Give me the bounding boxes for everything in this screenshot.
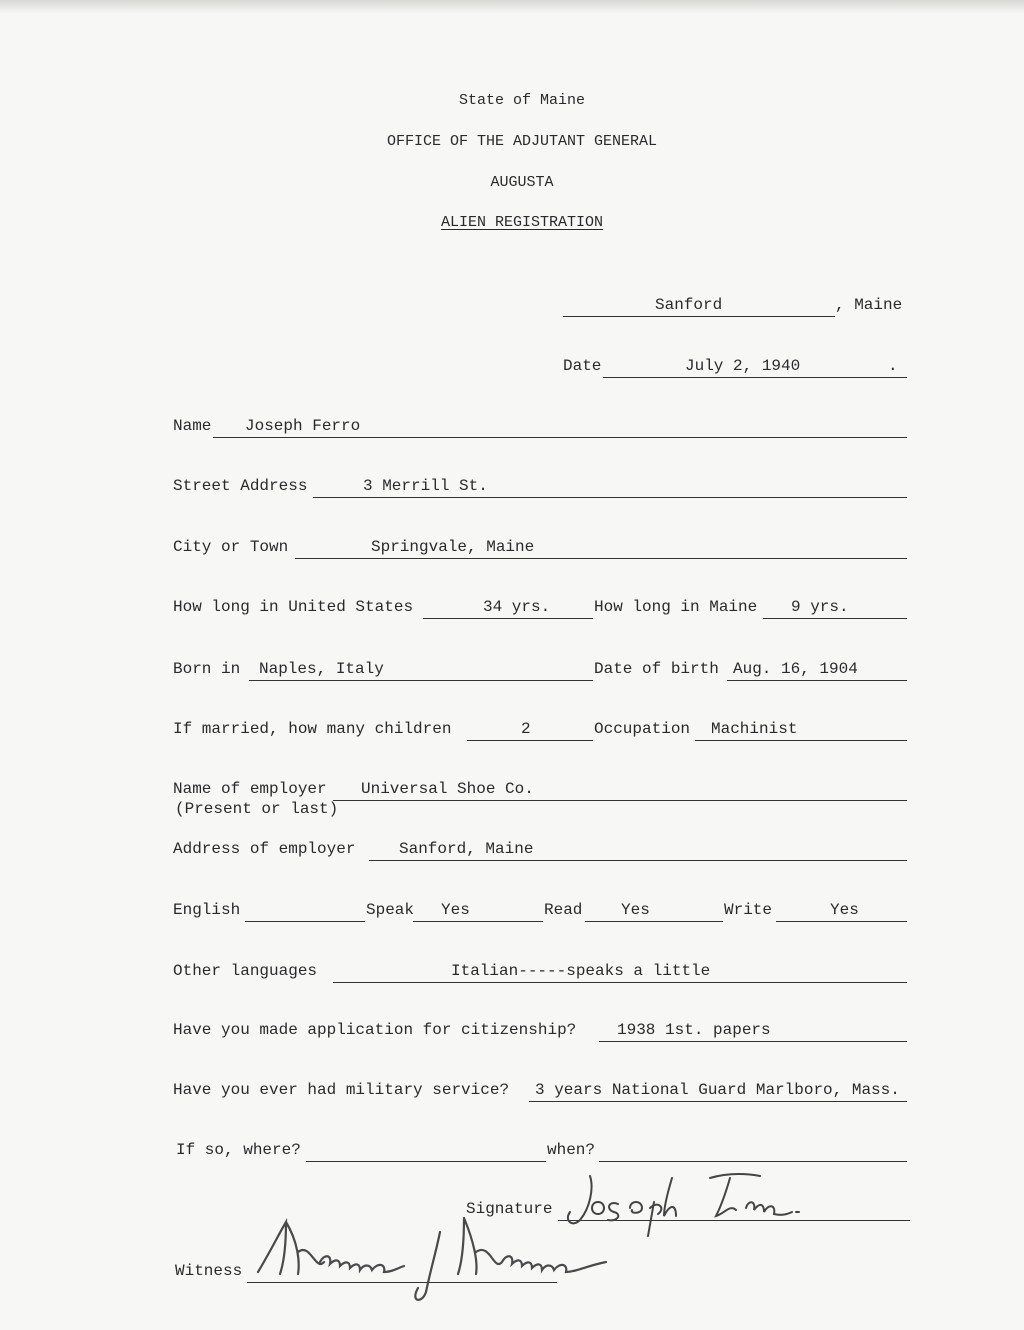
occupation-value: Machinist <box>711 720 798 738</box>
citizenship-label: Have you made application for citizenship? <box>173 1021 577 1039</box>
citizenship-value: 1938 1st. papers <box>617 1021 771 1039</box>
children-label: If married, how many children <box>173 720 452 738</box>
speak-value: Yes <box>441 901 470 919</box>
employer-address-row <box>173 840 913 862</box>
city-label: City or Town <box>173 538 289 556</box>
witness-handwriting <box>250 1212 670 1312</box>
family-row <box>173 720 913 742</box>
form-title: ALIEN REGISTRATION <box>440 214 604 231</box>
employer-row <box>173 780 913 802</box>
speak-line <box>413 901 543 922</box>
speak-label: Speak <box>366 901 415 919</box>
street-row <box>173 477 913 499</box>
signature-label: Signature <box>466 1200 553 1218</box>
employer-value: Universal Shoe Co. <box>361 780 534 798</box>
residency-row <box>173 598 913 620</box>
english-row <box>173 901 913 923</box>
occupation-label: Occupation <box>594 720 691 738</box>
children-value: 2 <box>521 720 531 738</box>
english-line <box>245 901 365 922</box>
date-value: July 2, 1940 <box>685 357 801 375</box>
name-value: Joseph Ferro <box>245 417 361 435</box>
name-row <box>173 417 913 439</box>
write-value: Yes <box>830 901 859 919</box>
header-state: State of Maine <box>458 92 586 109</box>
date-end: . <box>888 357 898 375</box>
place-value: Sanford <box>655 296 723 314</box>
city-row <box>173 538 913 560</box>
scan-edge <box>0 0 1024 14</box>
street-value: 3 Merrill St. <box>363 477 488 495</box>
place-row <box>563 296 913 318</box>
header-city: AUGUSTA <box>490 174 554 191</box>
us-stay-label: How long in United States <box>173 598 414 616</box>
english-label: English <box>173 901 241 919</box>
languages-label: Other languages <box>173 962 318 980</box>
date-row <box>563 357 913 379</box>
maine-stay-value: 9 yrs. <box>791 598 849 616</box>
read-line <box>585 901 723 922</box>
us-stay-value: 34 yrs. <box>483 598 551 616</box>
date-label: Date <box>563 357 602 375</box>
employer-address-label: Address of employer <box>173 840 356 858</box>
military-value: 3 years National Guard Marlboro, Mass. <box>535 1081 900 1099</box>
when-line <box>599 1141 907 1162</box>
name-label: Name <box>173 417 212 435</box>
where-row <box>176 1141 916 1163</box>
dob-label: Date of birth <box>594 660 719 678</box>
citizenship-row <box>173 1021 913 1043</box>
write-label: Write <box>724 901 773 919</box>
employer-sublabel: (Present or last) <box>175 800 339 818</box>
dob-value: Aug. 16, 1904 <box>733 660 858 678</box>
employer-address-value: Sanford, Maine <box>399 840 534 858</box>
where-line <box>306 1141 546 1162</box>
languages-value: Italian-----speaks a little <box>451 962 711 980</box>
read-label: Read <box>544 901 583 919</box>
born-label: Born in <box>173 660 241 678</box>
maine-stay-label: How long in Maine <box>594 598 758 616</box>
place-suffix: , Maine <box>835 296 903 314</box>
header-office: OFFICE OF THE ADJUTANT GENERAL <box>386 133 658 150</box>
birth-row <box>173 660 913 682</box>
military-row <box>173 1081 933 1103</box>
where-label: If so, where? <box>176 1141 301 1159</box>
employer-label: Name of employer <box>173 780 327 798</box>
read-value: Yes <box>621 901 650 919</box>
languages-row <box>173 962 913 984</box>
city-value: Springvale, Maine <box>371 538 535 556</box>
street-label: Street Address <box>173 477 308 495</box>
born-value: Naples, Italy <box>259 660 384 678</box>
witness-label: Witness <box>175 1262 243 1280</box>
military-label: Have you ever had military service? <box>173 1081 510 1099</box>
when-label: when? <box>547 1141 596 1159</box>
